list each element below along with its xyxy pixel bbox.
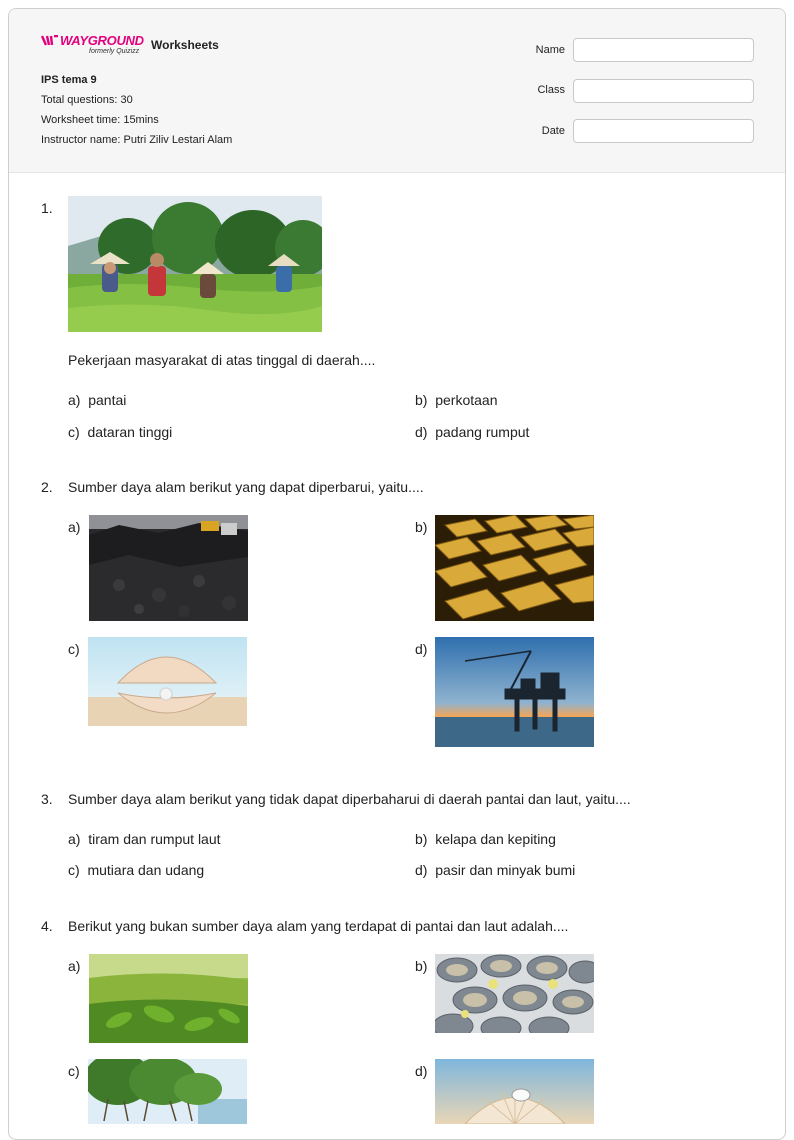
logo-mark-icon	[41, 35, 59, 46]
option-text: kelapa dan kepiting	[435, 831, 556, 847]
name-field[interactable]	[573, 38, 754, 62]
option-letter: d)	[415, 1063, 428, 1079]
option-letter: c)	[68, 641, 80, 657]
question-number: 3.	[41, 791, 53, 807]
question-number: 1.	[41, 200, 53, 216]
option-letter: a)	[68, 519, 81, 535]
option-letter: b)	[415, 392, 428, 408]
option-letter: a)	[68, 958, 81, 974]
name-label: Name	[535, 44, 565, 56]
option-letter: c)	[68, 1063, 80, 1079]
option-b[interactable]	[415, 392, 498, 408]
option-letter: b)	[415, 831, 428, 847]
option-d[interactable]	[415, 424, 529, 440]
question-number: 4.	[41, 918, 53, 934]
option-a[interactable]	[68, 831, 221, 847]
option-c[interactable]	[68, 424, 172, 440]
worksheet-title: IPS tema 9	[41, 74, 97, 86]
gold-bars-image[interactable]	[435, 515, 594, 621]
option-d[interactable]	[415, 862, 575, 878]
seashell-image[interactable]	[435, 1059, 594, 1124]
question-text: Pekerjaan masyarakat di atas tinggal di daerah....	[68, 352, 376, 368]
class-field[interactable]	[573, 79, 754, 103]
option-text: padang rumput	[435, 424, 530, 440]
option-letter: d)	[415, 424, 428, 440]
option-letter: d)	[415, 862, 428, 878]
option-text: tiram dan rumput laut	[88, 831, 221, 847]
option-text: perkotaan	[435, 392, 498, 408]
mangrove-image[interactable]	[88, 1059, 247, 1124]
question-number: 2.	[41, 479, 53, 495]
option-text: dataran tinggi	[87, 424, 173, 440]
option-letter: a)	[68, 392, 81, 408]
option-a[interactable]	[68, 392, 126, 408]
option-c[interactable]	[68, 862, 204, 878]
pearl-shell-image[interactable]	[88, 637, 247, 726]
option-text: pantai	[88, 392, 127, 408]
brand-title: Worksheets	[151, 38, 219, 52]
date-field[interactable]	[573, 119, 754, 143]
logo-subtitle: formerly Quizizz	[89, 48, 140, 55]
worksheet-header	[9, 9, 785, 173]
worksheet-time: Worksheet time: 15mins	[41, 114, 159, 126]
tea-plantation-image	[68, 196, 322, 332]
date-label: Date	[541, 125, 565, 137]
logo-wordmark: WAYGROUND	[60, 33, 144, 48]
option-letter: c)	[68, 424, 80, 440]
option-text: pasir dan minyak bumi	[435, 862, 576, 878]
option-letter: b)	[415, 519, 428, 535]
question-text: Sumber daya alam berikut yang dapat diperbarui, yaitu....	[68, 479, 424, 495]
worksheet-page	[8, 8, 786, 1140]
question-text: Berikut yang bukan sumber daya alam yang terdapat di pantai dan laut adalah....	[68, 918, 569, 934]
wayground-logo	[41, 33, 143, 59]
instructor-name: Instructor name: Putri Ziliv Lestari Alam	[41, 134, 233, 146]
option-letter: a)	[68, 831, 81, 847]
option-letter: d)	[415, 641, 428, 657]
tea-leaves-image[interactable]	[89, 954, 248, 1043]
option-b[interactable]	[415, 831, 556, 847]
oysters-image[interactable]	[435, 954, 594, 1033]
question-text: Sumber daya alam berikut yang tidak dapat diperbaharui di daerah pantai dan laut, yaitu....	[68, 791, 631, 807]
option-letter: b)	[415, 958, 428, 974]
total-questions: Total questions: 30	[41, 94, 133, 106]
offshore-oil-rig-image[interactable]	[435, 637, 594, 747]
option-letter: c)	[68, 862, 80, 878]
coal-pile-image[interactable]	[89, 515, 248, 621]
option-text: mutiara dan udang	[87, 862, 205, 878]
class-label: Class	[537, 84, 565, 96]
